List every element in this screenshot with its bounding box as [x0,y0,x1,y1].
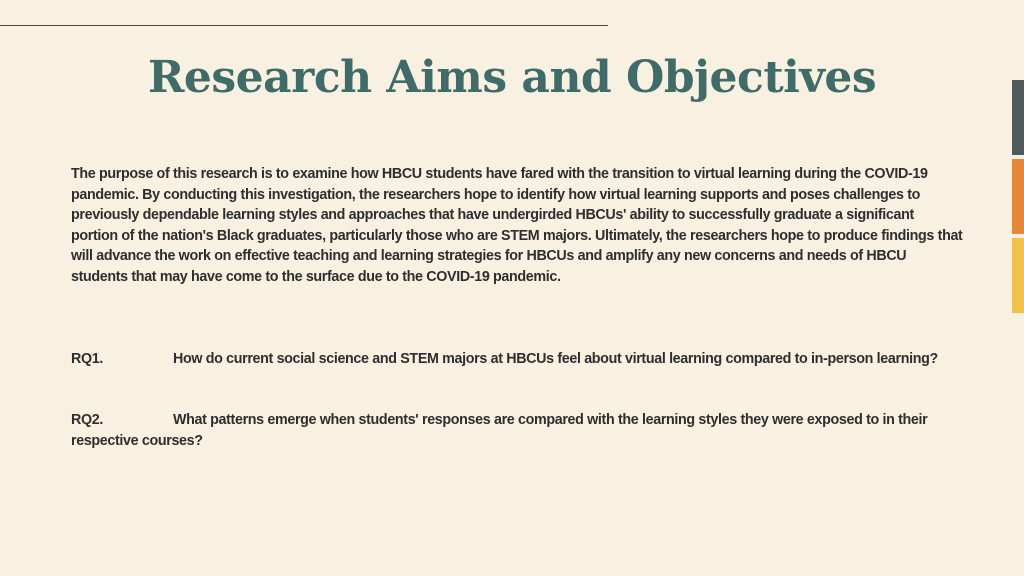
rq1-label: RQ1. [71,351,103,367]
slide-title: Research Aims and Objectives [147,52,877,103]
accent-bar-orange [1012,159,1024,234]
research-question-2 [71,410,963,451]
accent-bar-yellow [1012,238,1024,313]
top-divider-line [0,25,608,26]
purpose-paragraph: The purpose of this research is to examine how HBCU students have fared with the transition to virtual learning during the COVID-19 pandemic. By conducting this investigation, the researchers hope to identify how virtual learning supports and poses challenges to previously dependable learning styles and approaches that have undergirded HBCUs' ability to successfully graduate a significant portion of the nation's Black graduates, particularly those who are STEM majors. Ultimately, the researchers hope to produce findings that will advance the work on effective teaching and learning strategies for HBCUs and amplify any new concerns and needs of HBCU students that may have come to the surface due to the COVID-19 pandemic. [71,166,963,285]
rq2-label: RQ2. [71,412,103,428]
rq1-text: How do current social science and STEM majors at HBCUs feel about virtual learning compared to in-person learning? [173,351,938,367]
rq2-text: What patterns emerge when students' responses are compared with the learning styles they were exposed to in their respective courses? [71,412,928,449]
accent-bar-slate [1012,80,1024,155]
research-question-1 [71,349,963,370]
